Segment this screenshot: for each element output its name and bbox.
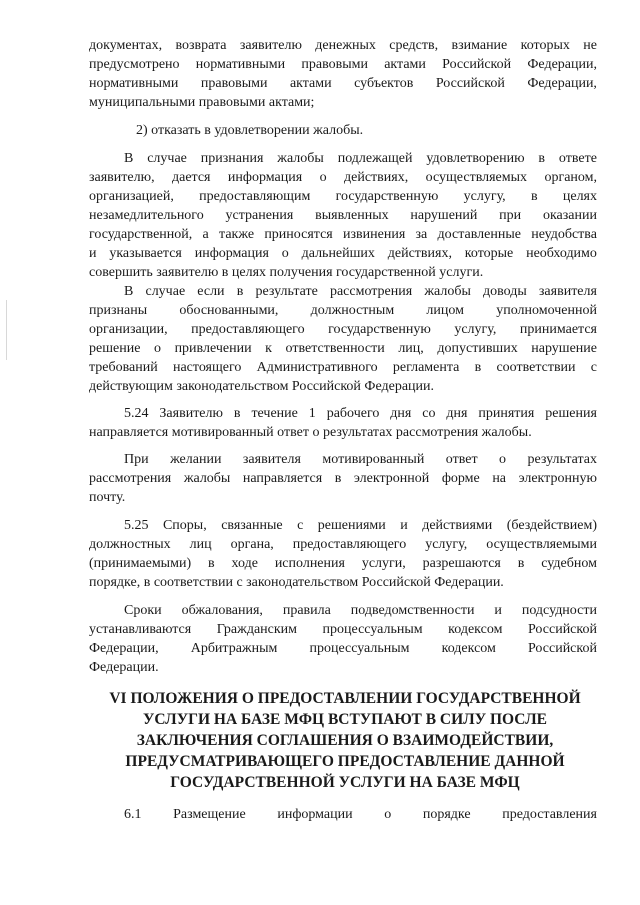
body-text-line: рассмотрения жалобы направляется в электронной форме на электронную [89, 471, 597, 486]
body-text-line: документах, возврата заявителю денежных средств, взимание которых не [89, 38, 597, 53]
body-text-line: (принимаемыми) в ходе исполнения услуги, разрешаются в судебном [89, 556, 597, 571]
body-text-line: Сроки обжалования, правила подведомственности и подсудности [124, 603, 597, 618]
body-text-line: Федерации, Арбитражным процессуальным кодексом Российской [89, 641, 597, 656]
body-text-line: Федерации. [89, 660, 159, 675]
body-text-line: и указывается информация о дальнейших действиях, которые необходимо [89, 246, 597, 261]
section-heading-line: ПРЕДУСМАТРИВАЮЩЕГО ПРЕДОСТАВЛЕНИЕ ДАННОЙ [125, 753, 565, 770]
body-text-line: признаны обоснованными, должностным лицом уполномоченной [89, 303, 597, 318]
body-text-line: нормативными правовыми актами субъектов Российской Федерации, [89, 76, 597, 91]
section-heading-line: ГОСУДАРСТВЕННОЙ УСЛУГИ НА БАЗЕ МФЦ [170, 774, 520, 791]
body-text-line: требований настоящего Административного регламента в соответствии с [89, 360, 597, 375]
body-text-line: порядке, в соответствии с законодательством Российской Федерации. [89, 575, 504, 590]
body-text-line: должностных лиц органа, предоставляющего услугу, осуществляемыми [89, 537, 597, 552]
body-text-line: устанавливаются Гражданским процессуальным кодексом Российской [89, 622, 597, 637]
body-text-line: При желании заявителя мотивированный ответ о результатах [124, 452, 597, 467]
body-text-line: действующим законодательством Российской Федерации. [89, 379, 435, 394]
section-heading-line: УСЛУГИ НА БАЗЕ МФЦ ВСТУПАЮТ В СИЛУ ПОСЛЕ [143, 711, 547, 728]
body-text-line: предусмотрено нормативными правовыми актами Российской Федерации, [89, 57, 597, 72]
body-text-line: В случае если в результате рассмотрения жалобы доводы заявителя [124, 284, 597, 299]
body-text-line: организацией, предоставляющим государственную услугу, в целях [89, 189, 597, 204]
scan-margin-mark [6, 300, 7, 360]
body-text-line: государственной, а также приносятся извинения за доставленные неудобства [89, 227, 597, 242]
body-text-line: незамедлительного устранения выявленных нарушений при оказании [89, 208, 597, 223]
body-text-line: организации, предоставляющего государственную услугу, принимается [89, 322, 597, 337]
body-text-line: 6.1 Размещение информации о порядке предоставления [124, 807, 597, 822]
body-text-line: почту. [89, 490, 126, 505]
body-text-line: 2) отказать в удовлетворении жалобы. [136, 123, 364, 138]
section-heading-line: ЗАКЛЮЧЕНИЯ СОГЛАШЕНИЯ О ВЗАИМОДЕЙСТВИИ, [136, 732, 554, 749]
body-text-line: 5.24 Заявителю в течение 1 рабочего дня со дня принятия решения [124, 406, 597, 421]
body-text-line: В случае признания жалобы подлежащей удовлетворению в ответе [124, 151, 597, 166]
body-text-line: совершить заявителю в целях получения государственной услуги. [89, 265, 484, 280]
body-text-line: направляется мотивированный ответ о результатах рассмотрения жалобы. [89, 425, 532, 440]
body-text-line: заявителю, дается информация о действиях, осуществляемых органом, [89, 170, 597, 185]
body-text-line: решение о привлечении к ответственности лиц, допустивших нарушение [89, 341, 597, 356]
body-text-line: муниципальными правовыми актами; [89, 95, 315, 110]
section-heading-line: VI ПОЛОЖЕНИЯ О ПРЕДОСТАВЛЕНИИ ГОСУДАРСТВЕННОЙ [109, 690, 581, 707]
body-text-line: 5.25 Споры, связанные с решениями и действиями (бездействием) [124, 518, 597, 533]
